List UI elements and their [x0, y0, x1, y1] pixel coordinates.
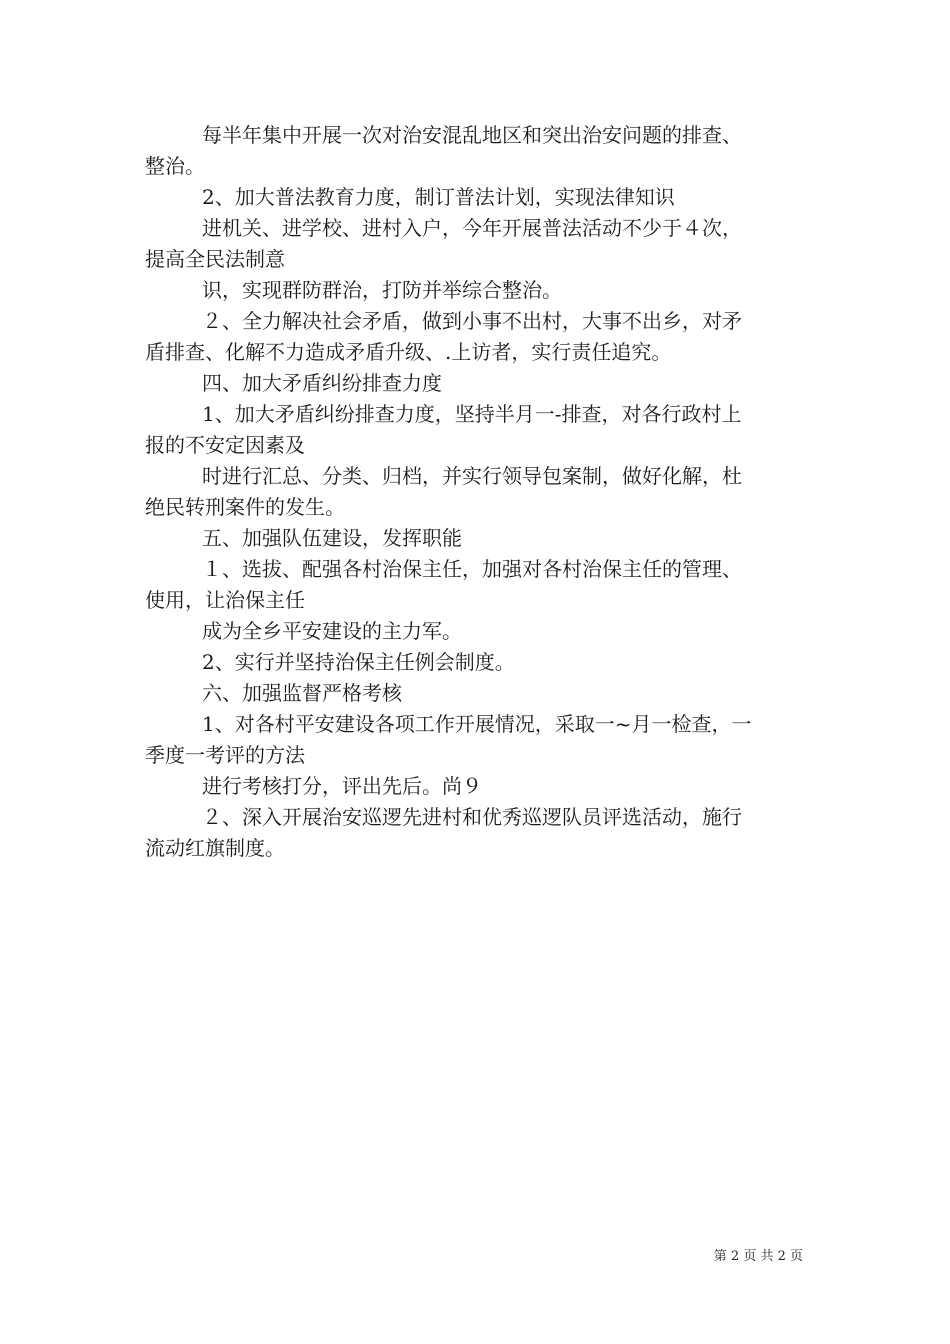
- paragraph-line: 每半年集中开展一次对治安混乱地区和突出治安问题的排查、: [202, 123, 742, 147]
- paragraph-line: 提高全民法制意: [145, 247, 285, 271]
- paragraph-line: 季度一考评的方法: [145, 743, 305, 767]
- document-body: [145, 120, 810, 864]
- paragraph-line: 成为全乡平安建设的主力军。: [202, 619, 462, 643]
- paragraph-line: 1、对各村平安建设各项工作开展情况，采取一~月一检查，一: [202, 712, 752, 736]
- section-heading: 六、加强监督严格考核: [202, 681, 402, 705]
- paragraph-line: 流动红旗制度。: [145, 836, 285, 860]
- paragraph-line: 使用，让治保主任: [145, 588, 305, 612]
- section-heading: 四、加大矛盾纠纷排查力度: [202, 371, 442, 395]
- paragraph-line: 1、加大矛盾纠纷排查力度，坚持半月一-排查，对各行政村上: [202, 402, 742, 426]
- page-number-footer: 第 2 页 共 2 页: [713, 1249, 803, 1264]
- paragraph-line: 绝民转刑案件的发生。: [145, 495, 345, 519]
- paragraph-line: ２、全力解决社会矛盾，做到小事不出村，大事不出乡，对矛: [202, 309, 742, 333]
- paragraph-line: ２、深入开展治安巡逻先进村和优秀巡逻队员评选活动，施行: [202, 805, 742, 829]
- paragraph-line: 报的不安定因素及: [145, 433, 305, 457]
- paragraph-line: 进行考核打分，评出先后。尚９: [202, 774, 482, 798]
- paragraph-line: 识，实现群防群治，打防并举综合整治。: [202, 278, 562, 302]
- section-heading: 五、加强队伍建设，发挥职能: [202, 526, 462, 550]
- paragraph-line: 进机关、进学校、进村入户，今年开展普法活动不少于４次，: [202, 216, 742, 240]
- paragraph-line: １、选拔、配强各村治保主任，加强对各村治保主任的管理、: [202, 557, 742, 581]
- paragraph-line: 2、实行并坚持治保主任例会制度。: [202, 650, 515, 674]
- paragraph-line: 整治。: [145, 154, 205, 178]
- paragraph-line: 2、加大普法教育力度，制订普法计划，实现法律知识: [202, 185, 675, 209]
- paragraph-line: 盾排查、化解不力造成矛盾升级、.上访者，实行责任追究。: [145, 340, 672, 364]
- paragraph-line: 时进行汇总、分类、归档，并实行领导包案制，做好化解，杜: [202, 464, 742, 488]
